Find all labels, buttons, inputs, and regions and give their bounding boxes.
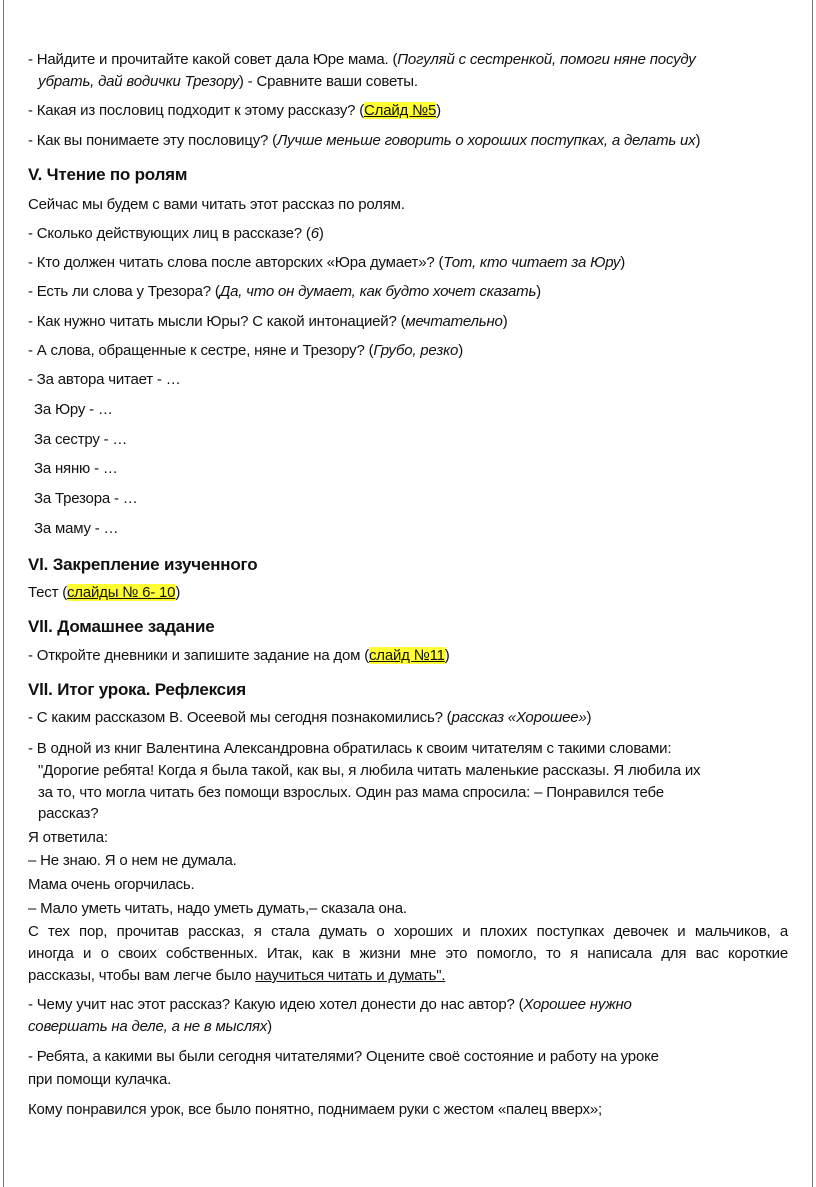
text-segment: V. Чтение по ролям [28,165,188,184]
text-segment: при помощи кулачка. [28,1071,172,1088]
text-segment: Vll. Итог урока. Рефлексия [28,680,246,699]
italic-answer: Тот, кто читает за Юру [443,254,621,271]
text-line [28,708,591,728]
text-segment: Vl. Закрепление изученного [28,555,258,574]
text-segment: Vll. Домашнее задание [28,617,215,636]
text-line [38,804,98,824]
text-line [28,646,450,666]
text-line [28,875,194,895]
text-line [34,519,118,539]
text-segment: ) - Сравните ваши советы. [238,73,418,90]
text-segment: ) [436,102,441,119]
section-heading [28,680,246,700]
text-segment: – Не знаю. Я о нем не думала. [28,852,237,869]
text-line [28,851,237,871]
text-segment: - Как вы понимаете эту пословицу? ( [28,132,277,149]
text-segment: ) [502,313,508,330]
italic-answer: Погуляй с сестренкой, помоги няне посуду [397,51,696,68]
page-border-right [812,0,813,1187]
text-line [28,966,445,986]
text-segment: рассказ? [38,805,99,822]
text-line [28,1100,602,1120]
text-line [34,489,138,509]
text-line [28,944,788,964]
text-line [28,739,671,759]
italic-answer: совершать на деле, а не в мыслях [28,1018,268,1035]
italic-answer: 6 [310,225,319,242]
text-segment: За Юру - … [34,401,113,418]
text-segment: - Есть ли слова у Трезора? ( [28,283,220,300]
text-line [28,922,788,942]
italic-answer: Лучше меньше говорить о хороших поступках, а делать их [276,132,696,149]
text-line [28,101,441,121]
text-line [28,583,180,603]
text-line [28,899,407,919]
text-segment: ) [695,132,701,149]
text-segment: ) [444,647,450,664]
text-segment: - Какая из пословиц подходит к этому рассказу? ( [28,102,365,119]
text-segment: ) [267,1018,272,1035]
italic-answer: Да, что он думает, как будто хочет сказать [219,283,537,300]
text-line [28,1047,659,1067]
text-segment: С тех пор, прочитав рассказ, я стала думать о хороших и плохих поступках девочек и мальчиков, а [28,923,788,940]
text-line [28,341,463,361]
italic-answer: убрать, дай водички Трезору [38,73,239,90]
text-line [28,282,541,302]
text-segment: - В одной из книг Валентина Александровна обратилась к своим читателям с такими словами: [28,740,672,757]
text-line [28,195,405,215]
text-segment: ) [536,283,541,300]
text-segment: ) [620,254,626,271]
text-line [34,430,127,450]
text-segment: - Кто должен читать слова после авторских «Юра думает»? ( [28,254,444,271]
italic-answer: Хорошее нужно [523,996,632,1013]
text-segment: ) [175,584,181,601]
text-line [38,783,664,803]
text-segment: За сестру - … [34,431,128,448]
section-heading [28,555,257,575]
text-segment: ) [586,709,592,726]
text-segment: - Ребята, а какими вы были сегодня читателями? Оцените своё состояние и работу на уроке [28,1048,659,1065]
text-segment: - Как нужно читать мысли Юры? С какой интонацией? ( [28,313,406,330]
text-segment: научиться читать и думать". [255,967,446,984]
text-line [28,50,696,70]
text-segment: За маму - … [34,520,119,537]
text-line [38,761,700,781]
slide-link[interactable]: Слайд №5 [364,102,437,119]
text-line [34,400,113,420]
text-segment: - За автора читает - … [28,371,181,388]
text-segment: Кому понравился урок, все было понятно, поднимаем руки с жестом «палец вверх»; [28,1101,603,1118]
text-segment: Тест ( [28,584,67,601]
text-segment: - Чему учит нас этот рассказ? Какую идею хотел донести до нас автор? ( [28,996,524,1013]
text-segment: Я ответила: [28,829,108,846]
slide-link[interactable]: слайд №11 [369,647,445,664]
text-segment: – Мало уметь читать, надо уметь думать,– сказала она. [28,900,407,917]
text-segment: - С каким рассказом В. Осеевой мы сегодня познакомились? ( [28,709,452,726]
text-segment: - Откройте дневники и запишите задание на дом ( [28,647,369,664]
section-heading [28,617,215,637]
text-segment: - А слова, обращенные к сестре, няне и Трезору? ( [28,342,374,359]
text-line [38,72,418,92]
text-line [28,1017,272,1037]
text-segment: - Найдите и прочитайте какой совет дала Юре мама. ( [28,51,398,68]
text-line [28,370,181,390]
text-segment: "Дорогие ребята! Когда я была такой, как вы, я любила читать маленькие рассказы. Я любила их [38,762,701,779]
italic-answer: Грубо, резко [373,342,459,359]
text-segment: - Сколько действующих лиц в рассказе? ( [28,225,311,242]
text-line [34,459,118,479]
text-line [28,253,625,273]
text-line [28,312,508,332]
text-line [28,131,700,151]
section-heading [28,165,187,185]
text-segment: ) [458,342,463,359]
text-segment: иногда и о своих собственных. Итак, как в жизни мне это помогло, то я написала для вас короткие [28,945,788,962]
text-segment: Мама очень огорчилась. [28,876,195,893]
italic-answer: рассказ «Хорошее» [451,709,587,726]
text-segment: За няню - … [34,460,118,477]
text-line [28,224,324,244]
text-segment: ) [318,225,324,242]
text-segment: за то, что могла читать без помощи взрослых. Один раз мама спросила: – Понравился тебе [38,784,664,801]
text-segment: рассказы, чтобы вам легче было [28,967,256,984]
text-line [28,995,632,1015]
text-segment: За Трезора - … [34,490,138,507]
slide-link[interactable]: слайды № 6- 10 [67,584,176,601]
italic-answer: мечтательно [405,313,503,330]
page-border-left [3,0,4,1187]
text-segment: Сейчас мы будем с вами читать этот рассказ по ролям. [28,196,405,213]
text-line [28,828,108,848]
text-line [28,1070,171,1090]
